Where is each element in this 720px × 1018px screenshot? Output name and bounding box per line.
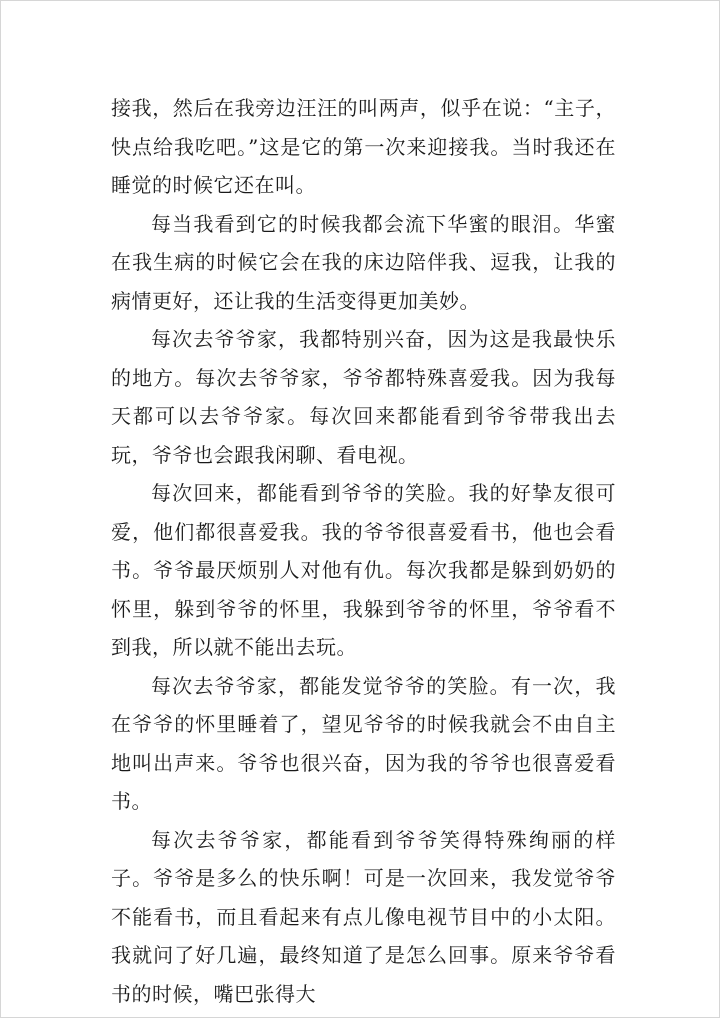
paragraph-2: 每当我看到它的时候我都会流下华蜜的眼泪。华蜜在我生病的时候它会在我的床边陪伴我、逗我，让我的病情更好，还让我的生活变得更加美妙。 — [111, 211, 616, 313]
paragraph-3: 每次去爷爷家，我都特别兴奋，因为这是我最快乐的地方。每次去爷爷家，爷爷都特殊喜爱我。因为我每天都可以去爷爷家。每次回来都能看到爷爷带我出去玩，爷爷也会跟我闲聊、看电视。 — [111, 327, 616, 467]
paragraph-1: 接我，然后在我旁边汪汪的叫两声，似乎在说：“主子，快点给我吃吧。”这是它的第一次来迎接我。当时我还在睡觉的时候它还在叫。 — [111, 96, 616, 197]
document-body — [111, 89, 616, 1013]
paragraph-6: 每次去爷爷家，都能看到爷爷笑得特殊绚丽的样子。爷爷是多么的快乐啊！可是一次回来，我发觉爷爷不能看书，而且看起来有点儿像电视节目中的小太阳。我就问了好几遍，最终知道了是怎么回事。原来爷爷看书的时候，嘴巴张得大 — [111, 827, 616, 1006]
paragraph-4: 每次回来，都能看到爷爷的笑脸。我的好挚友很可爱，他们都很喜爱我。我的爷爷很喜爱看书，他也会看书。爷爷最厌烦别人对他有仇。每次我都是躲到奶奶的怀里，躲到爷爷的怀里，我躲到爷爷的怀里，爷爷看不到我，所以就不能出去玩。 — [111, 481, 616, 659]
paragraph-5: 每次去爷爷家，都能发觉爷爷的笑脸。有一次，我在爷爷的怀里睡着了，望见爷爷的时候我就会不由自主地叫出声来。爷爷也很兴奋，因为我的爷爷也很喜爱看书。 — [111, 673, 616, 813]
